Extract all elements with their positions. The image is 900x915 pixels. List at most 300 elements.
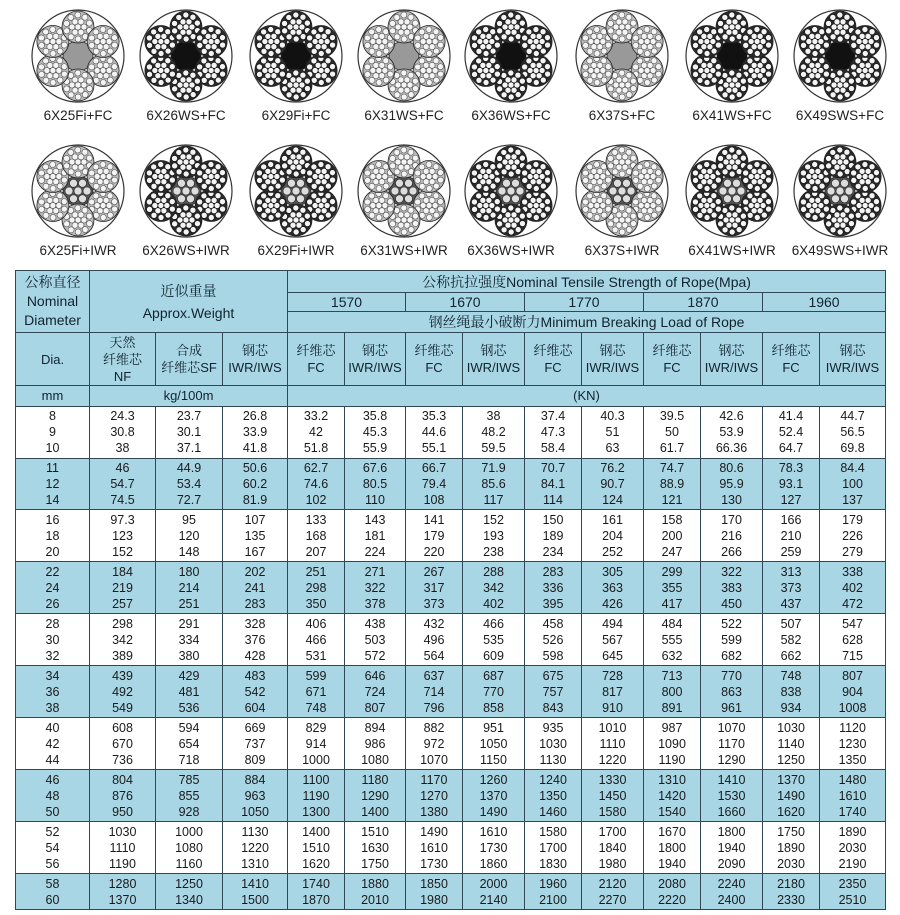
table-value: 2190 bbox=[838, 856, 867, 871]
table-value: 395 bbox=[542, 596, 564, 611]
table-value: 60 bbox=[45, 892, 60, 907]
table-cell-col-6 bbox=[345, 614, 406, 666]
rope-cross-section-image bbox=[30, 143, 126, 239]
table-value: 36 bbox=[45, 684, 60, 699]
table-cell-col-2 bbox=[90, 874, 156, 910]
table-value: 373 bbox=[423, 596, 445, 611]
table-value: 170 bbox=[721, 512, 742, 527]
table-value: 1880 bbox=[361, 876, 389, 891]
table-value: 12 bbox=[45, 476, 60, 491]
table-cell-col-14 bbox=[820, 770, 886, 822]
table-value: 210 bbox=[780, 528, 802, 543]
table-cell-col-13 bbox=[763, 666, 820, 718]
table-value: 355 bbox=[661, 580, 683, 595]
table-value: 1980 bbox=[420, 892, 448, 907]
table-value: 1740 bbox=[302, 876, 330, 891]
table-cell-col-8 bbox=[463, 562, 525, 614]
table-value: 1290 bbox=[717, 752, 746, 767]
steel-core-header-1770: 钢芯 IWR/IWS bbox=[582, 333, 644, 386]
table-value: 564 bbox=[423, 648, 445, 663]
table-value: 161 bbox=[602, 512, 623, 527]
table-cell-col-3 bbox=[156, 406, 223, 458]
table-row-group bbox=[16, 614, 886, 666]
table-cell-col-1 bbox=[16, 666, 90, 718]
table-value: 1350 bbox=[539, 788, 567, 803]
table-cell-col-10 bbox=[582, 718, 644, 770]
table-value: 1610 bbox=[479, 824, 508, 839]
table-value: 79.4 bbox=[421, 476, 447, 491]
table-cell-col-14 bbox=[820, 822, 886, 874]
table-value: 180 bbox=[178, 564, 200, 579]
table-value: 951 bbox=[483, 720, 504, 735]
table-value: 1840 bbox=[598, 840, 627, 855]
table-cell-col-6 bbox=[345, 510, 406, 562]
table-value: 26 bbox=[45, 596, 60, 611]
table-value: 1480 bbox=[838, 772, 867, 787]
table-value: 1940 bbox=[658, 856, 686, 871]
table-value: 44.7 bbox=[840, 409, 865, 424]
min-breaking-load-header: 钢丝绳最小破断力Minimum Breaking Load of Rope bbox=[288, 311, 886, 332]
table-cell-col-3 bbox=[156, 822, 223, 874]
table-cell-col-10 bbox=[582, 874, 644, 910]
table-value: 11 bbox=[46, 460, 59, 475]
rope-section-iwr-5 bbox=[455, 137, 567, 265]
table-value: 1350 bbox=[838, 752, 867, 767]
table-value: 95 bbox=[182, 512, 196, 527]
table-cell-col-12 bbox=[701, 510, 763, 562]
table-value: 785 bbox=[178, 772, 200, 787]
table-cell-col-3 bbox=[156, 510, 223, 562]
table-value: 542 bbox=[244, 684, 266, 699]
table-value: 1380 bbox=[420, 804, 448, 819]
table-value: 74.5 bbox=[110, 492, 135, 507]
table-value: 44.9 bbox=[176, 460, 202, 475]
table-value: 88.9 bbox=[659, 476, 685, 491]
table-cell-col-3 bbox=[156, 874, 223, 910]
approx-weight-header: 近似重量 Approx.Weight bbox=[90, 271, 288, 333]
rope-cross-section-image bbox=[248, 143, 344, 239]
table-cell-col-13 bbox=[763, 874, 820, 910]
table-cell-col-4 bbox=[223, 510, 288, 562]
table-value: 1070 bbox=[420, 752, 448, 767]
table-value: 1100 bbox=[302, 772, 330, 787]
table-value: 108 bbox=[423, 492, 445, 507]
table-value: 204 bbox=[602, 528, 623, 543]
table-value: 1660 bbox=[717, 804, 746, 819]
table-cell-col-12 bbox=[701, 406, 763, 458]
table-value: 1008 bbox=[838, 700, 867, 715]
table-value: 987 bbox=[661, 720, 683, 735]
table-value: 378 bbox=[364, 596, 386, 611]
table-value: 736 bbox=[112, 752, 133, 767]
table-value: 1940 bbox=[717, 840, 746, 855]
table-value: 914 bbox=[305, 736, 327, 751]
table-cell-col-4 bbox=[223, 562, 288, 614]
table-value: 283 bbox=[542, 564, 564, 579]
table-value: 252 bbox=[602, 544, 623, 559]
table-value: 2270 bbox=[598, 892, 627, 907]
table-value: 1800 bbox=[658, 840, 686, 855]
rope-cross-section-image bbox=[248, 8, 344, 104]
table-value: 247 bbox=[661, 544, 683, 559]
table-cell-col-2 bbox=[90, 718, 156, 770]
table-value: 41.8 bbox=[242, 441, 268, 456]
table-value: 166 bbox=[780, 512, 802, 527]
table-value: 58.4 bbox=[540, 441, 566, 456]
table-cell-col-9 bbox=[525, 458, 582, 510]
table-value: 484 bbox=[661, 616, 683, 631]
table-value: 1340 bbox=[175, 892, 203, 907]
table-value: 1750 bbox=[777, 824, 805, 839]
table-value: 1450 bbox=[598, 788, 627, 803]
table-value: 62.7 bbox=[303, 460, 329, 475]
table-value: 1250 bbox=[175, 876, 203, 891]
table-value: 78.3 bbox=[778, 460, 804, 475]
table-cell-col-3 bbox=[156, 718, 223, 770]
table-value: 40 bbox=[45, 720, 60, 735]
table-value: 24 bbox=[45, 580, 60, 595]
table-value: 42 bbox=[45, 736, 60, 751]
table-value: 1530 bbox=[717, 788, 746, 803]
table-value: 928 bbox=[178, 804, 200, 819]
table-value: 1410 bbox=[717, 772, 746, 787]
table-cell-col-3 bbox=[156, 562, 223, 614]
table-value: 1700 bbox=[598, 824, 627, 839]
table-cell-col-7 bbox=[406, 770, 463, 822]
unit-mm: mm bbox=[16, 386, 90, 406]
table-value: 152 bbox=[112, 544, 133, 559]
table-cell-col-13 bbox=[763, 458, 820, 510]
table-cell-col-6 bbox=[345, 562, 406, 614]
rope-type-label: 6X31WS+IWR bbox=[360, 243, 448, 258]
table-value: 291 bbox=[178, 616, 200, 631]
table-cell-col-5 bbox=[288, 510, 345, 562]
table-value: 35.3 bbox=[421, 409, 447, 424]
table-value: 1230 bbox=[838, 736, 867, 751]
table-value: 76.2 bbox=[600, 460, 625, 475]
table-cell-col-11 bbox=[644, 666, 701, 718]
table-value: 85.6 bbox=[481, 476, 506, 491]
table-value: 2100 bbox=[539, 892, 567, 907]
table-value: 2180 bbox=[777, 876, 805, 891]
table-value: 863 bbox=[721, 684, 742, 699]
table-value: 72.7 bbox=[176, 492, 202, 507]
table-value: 1890 bbox=[777, 840, 805, 855]
table-cell-col-4 bbox=[223, 874, 288, 910]
table-cell-col-1 bbox=[16, 770, 90, 822]
unit-weight: kg/100m bbox=[90, 386, 288, 406]
rope-type-label: 6X37S+FC bbox=[588, 108, 656, 123]
table-value: 687 bbox=[483, 668, 504, 683]
table-cell-col-2 bbox=[90, 562, 156, 614]
table-cell-col-11 bbox=[644, 458, 701, 510]
table-value: 439 bbox=[112, 668, 133, 683]
table-value: 715 bbox=[842, 648, 863, 663]
table-value: 1700 bbox=[539, 840, 567, 855]
table-cell-col-8 bbox=[463, 874, 525, 910]
steel-core-header-1870: 钢芯 IWR/IWS bbox=[701, 333, 763, 386]
table-value: 2330 bbox=[777, 892, 805, 907]
table-value: 100 bbox=[842, 476, 863, 491]
table-cell-col-11 bbox=[644, 614, 701, 666]
table-value: 1050 bbox=[241, 804, 269, 819]
table-value: 608 bbox=[112, 720, 133, 735]
table-value: 1160 bbox=[175, 856, 203, 871]
table-value: 26.8 bbox=[242, 409, 268, 424]
table-cell-col-3 bbox=[156, 458, 223, 510]
table-value: 737 bbox=[244, 736, 266, 751]
table-cell-col-1 bbox=[16, 510, 90, 562]
table-value: 8 bbox=[49, 409, 56, 424]
table-cell-col-7 bbox=[406, 406, 463, 458]
table-value: 137 bbox=[842, 492, 863, 507]
table-value: 46 bbox=[45, 772, 60, 787]
table-value: 507 bbox=[780, 616, 802, 631]
table-value: 472 bbox=[842, 596, 863, 611]
table-cell-col-8 bbox=[463, 822, 525, 874]
table-value: 1150 bbox=[480, 752, 507, 767]
table-value: 313 bbox=[780, 564, 802, 579]
table-value: 1310 bbox=[658, 772, 686, 787]
table-value: 120 bbox=[178, 528, 200, 543]
table-value: 675 bbox=[542, 668, 564, 683]
table-value: 234 bbox=[542, 544, 564, 559]
table-value: 95.9 bbox=[719, 476, 744, 491]
table-value: 38 bbox=[486, 409, 501, 424]
table-value: 645 bbox=[602, 648, 623, 663]
table-value: 963 bbox=[244, 788, 266, 803]
table-value: 1670 bbox=[658, 824, 686, 839]
table-value: 1490 bbox=[777, 788, 805, 803]
table-value: 1280 bbox=[108, 876, 137, 891]
table-value: 59.5 bbox=[481, 441, 506, 456]
table-cell-col-11 bbox=[644, 874, 701, 910]
table-value: 251 bbox=[305, 564, 327, 579]
table-value: 724 bbox=[364, 684, 386, 699]
table-value: 503 bbox=[364, 632, 386, 647]
table-value: 124 bbox=[602, 492, 623, 507]
rope-cross-section-image bbox=[463, 8, 559, 104]
table-value: 279 bbox=[842, 544, 863, 559]
table-value: 1050 bbox=[479, 736, 508, 751]
rope-images-iwr-row bbox=[0, 137, 900, 265]
rope-cross-section-image bbox=[30, 8, 126, 104]
table-cell-col-6 bbox=[345, 874, 406, 910]
table-value: 2030 bbox=[777, 856, 805, 871]
table-value: 317 bbox=[423, 580, 445, 595]
table-value: 257 bbox=[112, 596, 133, 611]
table-value: 817 bbox=[602, 684, 623, 699]
table-value: 2140 bbox=[479, 892, 508, 907]
table-value: 904 bbox=[842, 684, 863, 699]
table-value: 770 bbox=[483, 684, 504, 699]
table-value: 934 bbox=[780, 700, 802, 715]
table-cell-col-13 bbox=[763, 770, 820, 822]
table-cell-col-9 bbox=[525, 406, 582, 458]
table-cell-col-5 bbox=[288, 406, 345, 458]
table-value: 829 bbox=[305, 720, 327, 735]
table-value: 2510 bbox=[838, 892, 867, 907]
table-value: 891 bbox=[661, 700, 683, 715]
table-value: 52 bbox=[45, 824, 60, 839]
table-value: 110 bbox=[365, 492, 385, 507]
rope-type-label: 6X31WS+FC bbox=[364, 108, 444, 123]
rope-section-fc-4 bbox=[348, 2, 460, 130]
table-cell-col-5 bbox=[288, 874, 345, 910]
table-cell-col-2 bbox=[90, 406, 156, 458]
table-cell-col-6 bbox=[345, 718, 406, 770]
table-cell-col-11 bbox=[644, 822, 701, 874]
table-value: 402 bbox=[483, 596, 504, 611]
rope-cross-section-image bbox=[792, 143, 888, 239]
table-value: 322 bbox=[364, 580, 386, 595]
fiber-core-header-1570: 纤维芯 FC bbox=[288, 333, 345, 386]
table-value: 102 bbox=[305, 492, 327, 507]
table-cell-col-13 bbox=[763, 562, 820, 614]
table-value: 259 bbox=[780, 544, 802, 559]
table-value: 51 bbox=[605, 425, 620, 440]
table-value: 342 bbox=[483, 580, 504, 595]
rope-type-label: 6X49SWS+FC bbox=[795, 108, 885, 123]
table-cell-col-9 bbox=[525, 614, 582, 666]
steel-core-header-1570: 钢芯 IWR/IWS bbox=[345, 333, 406, 386]
table-value: 389 bbox=[112, 648, 133, 663]
table-value: 46 bbox=[115, 460, 130, 475]
table-value: 40.3 bbox=[600, 409, 625, 424]
table-value: 376 bbox=[244, 632, 266, 647]
table-cell-col-12 bbox=[701, 614, 763, 666]
table-cell-col-14 bbox=[820, 718, 886, 770]
table-value: 671 bbox=[305, 684, 327, 699]
table-value: 800 bbox=[661, 684, 683, 699]
table-value: 1030 bbox=[539, 736, 567, 751]
table-cell-col-11 bbox=[644, 718, 701, 770]
table-value: 54 bbox=[45, 840, 60, 855]
rope-section-fc-1 bbox=[22, 2, 134, 130]
table-value: 41.4 bbox=[778, 409, 804, 424]
table-cell-col-1 bbox=[16, 406, 90, 458]
table-value: 807 bbox=[364, 700, 386, 715]
table-value: 283 bbox=[244, 596, 266, 611]
table-value: 582 bbox=[780, 632, 802, 647]
table-value: 30 bbox=[45, 632, 60, 647]
table-cell-col-5 bbox=[288, 666, 345, 718]
table-value: 117 bbox=[483, 492, 504, 507]
table-value: 428 bbox=[244, 648, 266, 663]
table-cell-col-5 bbox=[288, 770, 345, 822]
table-value: 55.1 bbox=[421, 441, 447, 456]
table-value: 1490 bbox=[479, 804, 508, 819]
table-value: 1580 bbox=[539, 824, 567, 839]
table-value: 492 bbox=[112, 684, 133, 699]
rope-type-label: 6X36WS+FC bbox=[471, 108, 551, 123]
table-cell-col-10 bbox=[582, 822, 644, 874]
table-value: 572 bbox=[364, 648, 386, 663]
rope-type-label: 6X29Fi+FC bbox=[261, 108, 331, 123]
table-value: 224 bbox=[364, 544, 386, 559]
table-value: 714 bbox=[423, 684, 445, 699]
table-value: 141 bbox=[423, 512, 445, 527]
table-value: 18 bbox=[45, 528, 60, 543]
table-value: 1890 bbox=[838, 824, 867, 839]
table-cell-col-8 bbox=[463, 406, 525, 458]
fiber-core-header-1770: 纤维芯 FC bbox=[525, 333, 582, 386]
table-value: 158 bbox=[661, 512, 683, 527]
table-cell-col-3 bbox=[156, 666, 223, 718]
table-cell-col-1 bbox=[16, 614, 90, 666]
table-cell-col-9 bbox=[525, 822, 582, 874]
table-value: 855 bbox=[178, 788, 200, 803]
fiber-core-header-1960: 纤维芯 FC bbox=[763, 333, 820, 386]
table-value: 47.3 bbox=[540, 425, 566, 440]
table-cell-col-3 bbox=[156, 614, 223, 666]
table-value: 38 bbox=[115, 441, 130, 456]
table-value: 202 bbox=[244, 564, 266, 579]
table-cell-col-9 bbox=[525, 770, 582, 822]
table-cell-col-11 bbox=[644, 770, 701, 822]
table-value: 148 bbox=[178, 544, 200, 559]
table-value: 417 bbox=[661, 596, 683, 611]
table-value: 48 bbox=[45, 788, 60, 803]
table-value: 152 bbox=[483, 512, 504, 527]
table-value: 604 bbox=[244, 700, 266, 715]
table-value: 1730 bbox=[479, 840, 508, 855]
table-cell-col-10 bbox=[582, 458, 644, 510]
table-value: 632 bbox=[661, 648, 683, 663]
table-cell-col-13 bbox=[763, 718, 820, 770]
table-value: 10 bbox=[45, 441, 60, 456]
table-value: 713 bbox=[661, 668, 683, 683]
table-value: 1580 bbox=[598, 804, 627, 819]
table-value: 84.4 bbox=[840, 460, 865, 475]
table-cell-col-7 bbox=[406, 822, 463, 874]
table-value: 1850 bbox=[420, 876, 448, 891]
table-cell-col-14 bbox=[820, 406, 886, 458]
table-value: 1370 bbox=[777, 772, 805, 787]
table-value: 42.6 bbox=[719, 409, 744, 424]
table-cell-col-13 bbox=[763, 406, 820, 458]
table-value: 1500 bbox=[241, 892, 269, 907]
table-value: 1510 bbox=[302, 840, 330, 855]
grade-1770: 1770 bbox=[525, 293, 644, 311]
table-cell-col-11 bbox=[644, 510, 701, 562]
table-value: 2010 bbox=[361, 892, 389, 907]
table-value: 1000 bbox=[175, 824, 203, 839]
table-value: 1190 bbox=[302, 788, 330, 803]
table-value: 669 bbox=[244, 720, 266, 735]
table-value: 757 bbox=[542, 684, 564, 699]
table-value: 628 bbox=[842, 632, 863, 647]
table-row-group bbox=[16, 458, 886, 510]
table-cell-col-14 bbox=[820, 510, 886, 562]
table-value: 74.6 bbox=[303, 476, 329, 491]
table-cell-col-7 bbox=[406, 510, 463, 562]
table-value: 114 bbox=[543, 492, 563, 507]
table-cell-col-13 bbox=[763, 822, 820, 874]
rope-cross-section-image bbox=[684, 143, 780, 239]
table-value: 42 bbox=[309, 425, 323, 440]
table-cell-col-8 bbox=[463, 614, 525, 666]
table-value: 481 bbox=[178, 684, 200, 699]
table-value: 522 bbox=[721, 616, 742, 631]
table-value: 298 bbox=[112, 616, 133, 631]
table-value: 2220 bbox=[658, 892, 686, 907]
table-cell-col-2 bbox=[90, 822, 156, 874]
table-value: 535 bbox=[483, 632, 504, 647]
table-value: 598 bbox=[542, 648, 564, 663]
table-value: 34 bbox=[45, 668, 60, 683]
table-value: 1330 bbox=[598, 772, 627, 787]
